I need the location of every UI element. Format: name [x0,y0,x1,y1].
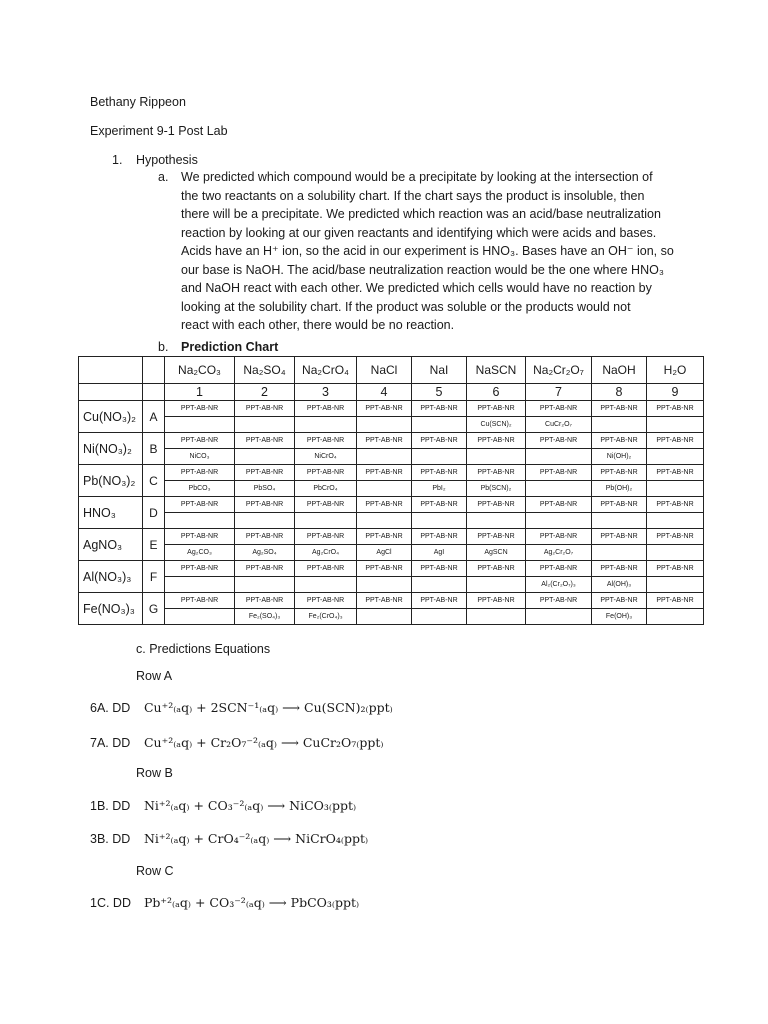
chart-number-row [79,384,704,401]
product-cell [165,513,235,529]
option-cell: PPT-AB-NR [295,497,357,513]
option-cell: PPT-AB-NR [357,561,412,577]
chart-row-products [79,481,704,497]
column-reagent: NaCl [357,357,412,384]
option-cell: PPT-AB-NR [412,593,467,609]
option-cell: PPT-AB-NR [526,529,592,545]
section-heading: Hypothesis [136,153,198,167]
column-number: 6 [467,384,526,401]
product-cell [295,513,357,529]
chart-row-options [79,497,704,513]
column-reagent: Na₂SO₄ [235,357,295,384]
product-cell [165,609,235,625]
chart-row-options [79,465,704,481]
row-reagent: Cu(NO₃)₂ [79,401,143,433]
product-cell: Cu(SCN)₂ [467,417,526,433]
product-cell: PbI₂ [412,481,467,497]
option-cell: PPT-AB-NR [592,497,647,513]
product-cell [412,449,467,465]
product-cell [412,577,467,593]
option-cell: PPT-AB-NR [357,401,412,417]
option-cell: PPT-AB-NR [357,593,412,609]
row-letter: A [143,401,165,433]
option-cell: PPT-AB-NR [526,465,592,481]
equation-label: 7A. DD [90,736,131,750]
chart-row-options [79,401,704,417]
row-letter: F [143,561,165,593]
option-cell: PPT-AB-NR [235,465,295,481]
product-cell: Fe₂(CrO₄)₃ [295,609,357,625]
option-cell: PPT-AB-NR [165,593,235,609]
hypothesis-paragraph [181,168,681,335]
column-reagent: NaOH [592,357,647,384]
option-cell: PPT-AB-NR [357,433,412,449]
product-cell: Pb(SCN)₂ [467,481,526,497]
product-cell [647,577,704,593]
product-cell [592,513,647,529]
option-cell: PPT-AB-NR [647,465,704,481]
chart-row-products [79,545,704,561]
product-cell [592,545,647,561]
option-cell: PPT-AB-NR [647,593,704,609]
product-cell [526,481,592,497]
product-cell: Ag₂CO₃ [165,545,235,561]
paragraph-line: and NaOH react with each other. We predicted which cells would have no reaction by [181,281,652,295]
paragraph-line: Acids have an H⁺ ion, so the acid in our experiment is HNO₃. Bases have an OH⁻ ion, so [181,244,674,258]
product-cell [526,609,592,625]
equation-text: Cu⁺²₍ₐq₎ + Cr₂O₇⁻²₍ₐq₎ ⟶ CuCr₂O₇₍ppt₎ [143,735,384,750]
option-cell: PPT-AB-NR [235,433,295,449]
option-cell: PPT-AB-NR [526,433,592,449]
option-cell: PPT-AB-NR [647,433,704,449]
product-cell: Fe₂(SO₄)₃ [235,609,295,625]
product-cell [647,609,704,625]
product-cell [467,513,526,529]
paragraph-line: reaction by looking at our given reactants and identifying which were acids and bases. [181,225,657,240]
product-cell: AgI [412,545,467,561]
product-cell [357,609,412,625]
equation-text: Cu⁺²₍ₐq₎ + 2SCN⁻¹₍ₐq₎ ⟶ Cu(SCN)₂₍ppt₎ [143,700,393,715]
product-cell [357,449,412,465]
row-reagent: Pb(NO₃)₂ [79,465,143,497]
row-letter: E [143,529,165,561]
equation-label: 1B. DD [90,799,131,813]
corner-cell [143,357,165,384]
product-cell [357,481,412,497]
equation-3b [90,831,368,846]
row-reagent: AgNO₃ [79,529,143,561]
option-cell: PPT-AB-NR [235,401,295,417]
product-cell [467,449,526,465]
corner-cell [79,357,143,384]
option-cell: PPT-AB-NR [235,561,295,577]
product-cell: Ni(OH)₂ [592,449,647,465]
product-cell: Ag₂CrO₄ [295,545,357,561]
option-cell: PPT-AB-NR [467,561,526,577]
option-cell: PPT-AB-NR [526,593,592,609]
product-cell: AgSCN [467,545,526,561]
option-cell: PPT-AB-NR [592,465,647,481]
chart-row-products [79,609,704,625]
product-cell [295,417,357,433]
product-cell: Ag₂Cr₂O₇ [526,545,592,561]
product-cell [592,417,647,433]
product-cell: Al₂(Cr₂O₇)₃ [526,577,592,593]
chart-row-products [79,449,704,465]
row-letter: B [143,433,165,465]
paragraph-line: there will be a precipitate. We predicted which reaction was an acid/base neutralization [181,207,661,221]
chart-row-options [79,561,704,577]
product-cell [412,513,467,529]
paragraph-line: our base is NaOH. The acid/base neutralization reaction would be the one where HNO₃ [181,262,664,277]
product-cell [295,577,357,593]
row-reagent: HNO₃ [79,497,143,529]
option-cell: PPT-AB-NR [357,497,412,513]
column-reagent: H₂O [647,357,704,384]
option-cell: PPT-AB-NR [295,401,357,417]
column-reagent: Na₂CrO₄ [295,357,357,384]
product-cell [357,513,412,529]
product-cell [647,481,704,497]
option-cell: PPT-AB-NR [235,593,295,609]
option-cell: PPT-AB-NR [412,529,467,545]
row-letter: D [143,497,165,529]
equation-1c [90,895,359,910]
product-cell [647,545,704,561]
product-cell: PbCO₃ [165,481,235,497]
section-number: 1. [112,153,123,167]
option-cell: PPT-AB-NR [592,593,647,609]
row-reagent: Fe(NO₃)₃ [79,593,143,625]
product-cell [165,577,235,593]
option-cell: PPT-AB-NR [467,433,526,449]
product-cell: PbCrO₄ [295,481,357,497]
row-reagent: Al(NO₃)₃ [79,561,143,593]
row-reagent: Ni(NO₃)₂ [79,433,143,465]
option-cell: PPT-AB-NR [647,401,704,417]
row-b-heading: Row B [136,766,173,780]
option-cell: PPT-AB-NR [592,433,647,449]
option-cell: PPT-AB-NR [357,529,412,545]
column-number: 9 [647,384,704,401]
column-number: 5 [412,384,467,401]
option-cell: PPT-AB-NR [592,561,647,577]
option-cell: PPT-AB-NR [592,401,647,417]
corner-cell [79,384,143,401]
option-cell: PPT-AB-NR [526,561,592,577]
prediction-chart-heading: Prediction Chart [181,340,279,354]
product-cell [235,449,295,465]
product-cell [526,513,592,529]
equation-text: Ni⁺²₍ₐq₎ + CrO₄⁻²₍ₐq₎ ⟶ NiCrO₄₍ppt₎ [143,831,369,846]
chart-row-products [79,577,704,593]
product-cell: NiCrO₄ [295,449,357,465]
equation-label: 1C. DD [90,896,131,910]
equation-7a [90,735,383,750]
option-cell: PPT-AB-NR [526,497,592,513]
column-reagent: NaI [412,357,467,384]
prediction-chart-table [78,356,704,625]
column-number: 8 [592,384,647,401]
product-cell [235,417,295,433]
chart-row-options [79,433,704,449]
column-reagent: NaSCN [467,357,526,384]
document-title: Experiment 9-1 Post Lab [90,124,228,138]
option-cell: PPT-AB-NR [412,401,467,417]
equation-text: Pb⁺²₍ₐq₎ + CO₃⁻²₍ₐq₎ ⟶ PbCO₃₍ppt₎ [143,895,360,910]
equation-label: 3B. DD [90,832,131,846]
equation-1b [90,798,356,813]
chart-row-products [79,513,704,529]
product-cell: NiCO₃ [165,449,235,465]
option-cell: PPT-AB-NR [295,465,357,481]
option-cell: PPT-AB-NR [467,401,526,417]
column-reagent: Na₂Cr₂O₇ [526,357,592,384]
chart-row-options [79,529,704,545]
product-cell: CuCr₂O₇ [526,417,592,433]
column-number: 4 [357,384,412,401]
product-cell [647,513,704,529]
option-cell: PPT-AB-NR [412,561,467,577]
column-number: 2 [235,384,295,401]
product-cell [647,417,704,433]
option-cell: PPT-AB-NR [412,433,467,449]
row-c-heading: Row C [136,864,174,878]
option-cell: PPT-AB-NR [467,497,526,513]
column-number: 7 [526,384,592,401]
product-cell [526,449,592,465]
option-cell: PPT-AB-NR [165,529,235,545]
column-reagent: Na₂CO₃ [165,357,235,384]
equation-6a [90,700,393,715]
paragraph-line: the two reactants on a solubility chart. If the chart says the product is insoluble, then [181,188,645,203]
product-cell: Pb(OH)₂ [592,481,647,497]
option-cell: PPT-AB-NR [295,529,357,545]
paragraph-line: react with each other, there would be no reaction. [181,318,455,332]
option-cell: PPT-AB-NR [526,401,592,417]
product-cell: Al(OH)₃ [592,577,647,593]
option-cell: PPT-AB-NR [235,497,295,513]
product-cell [235,577,295,593]
option-cell: PPT-AB-NR [647,497,704,513]
equation-label: 6A. DD [90,701,131,715]
option-cell: PPT-AB-NR [165,401,235,417]
product-cell [235,513,295,529]
product-cell [647,449,704,465]
option-cell: PPT-AB-NR [295,561,357,577]
option-cell: PPT-AB-NR [412,465,467,481]
option-cell: PPT-AB-NR [165,497,235,513]
author-name: Bethany Rippeon [90,95,186,109]
option-cell: PPT-AB-NR [592,529,647,545]
option-cell: PPT-AB-NR [165,465,235,481]
corner-cell [143,384,165,401]
option-cell: PPT-AB-NR [357,465,412,481]
product-cell [412,417,467,433]
product-cell: AgCl [357,545,412,561]
equations-heading: c. Predictions Equations [136,642,271,656]
option-cell: PPT-AB-NR [467,593,526,609]
item-a-marker: a. [158,170,169,184]
product-cell [165,417,235,433]
row-letter: C [143,465,165,497]
option-cell: PPT-AB-NR [165,433,235,449]
option-cell: PPT-AB-NR [165,561,235,577]
option-cell: PPT-AB-NR [467,465,526,481]
paragraph-line: looking at the solubility chart. If the product was soluble or the products would not [181,299,631,314]
product-cell [467,609,526,625]
chart-row-products [79,417,704,433]
equation-text: Ni⁺²₍ₐq₎ + CO₃⁻²₍ₐq₎ ⟶ NiCO₃₍ppt₎ [143,798,357,813]
option-cell: PPT-AB-NR [467,529,526,545]
column-number: 3 [295,384,357,401]
chart-header-row [79,357,704,384]
option-cell: PPT-AB-NR [295,593,357,609]
option-cell: PPT-AB-NR [647,529,704,545]
product-cell: Ag₂SO₄ [235,545,295,561]
row-letter: G [143,593,165,625]
option-cell: PPT-AB-NR [647,561,704,577]
option-cell: PPT-AB-NR [295,433,357,449]
option-cell: PPT-AB-NR [412,497,467,513]
chart-row-options [79,593,704,609]
product-cell [357,417,412,433]
item-b-marker: b. [158,340,169,354]
product-cell [467,577,526,593]
product-cell: Fe(OH)₃ [592,609,647,625]
product-cell [412,609,467,625]
product-cell: PbSO₄ [235,481,295,497]
row-a-heading: Row A [136,669,173,683]
option-cell: PPT-AB-NR [235,529,295,545]
column-number: 1 [165,384,235,401]
product-cell [357,577,412,593]
paragraph-line: We predicted which compound would be a precipitate by looking at the intersection of [181,170,653,184]
